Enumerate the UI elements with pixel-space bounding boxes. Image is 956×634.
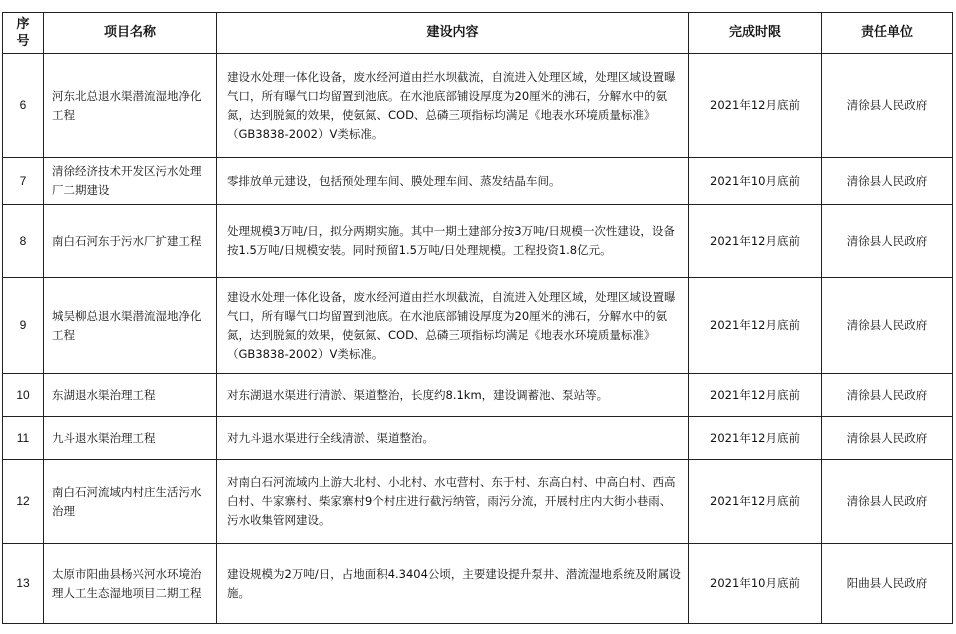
row-deadline: 2021年12月底前	[689, 205, 822, 278]
row-seq: 6	[3, 54, 44, 158]
row-unit: 阳曲县人民政府	[822, 544, 953, 624]
row-project-name: 九斗退水渠治理工程	[44, 417, 217, 460]
row-unit: 清徐县人民政府	[822, 158, 953, 205]
row-unit: 清徐县人民政府	[822, 205, 953, 278]
row-unit: 清徐县人民政府	[822, 54, 953, 158]
row-deadline: 2021年12月底前	[689, 374, 822, 417]
table-row	[3, 278, 953, 374]
row-project-name: 太原市阳曲县杨兴河水环境治理人工生态湿地项目二期工程	[44, 544, 217, 624]
document-page	[2, 12, 953, 624]
table-row	[3, 158, 953, 205]
row-unit: 清徐县人民政府	[822, 278, 953, 374]
row-content: 建设水处理一体化设备，废水经河道由拦水坝截流，自流进入处理区域，处理区域设置曝气口，所有曝气口均留置到池底。在水池底部铺设厚度为20厘米的沸石，分解水中的氨氮，达到脱氮的效果，使氨氮、COD、总磷三项指标均满足《地表水环境质量标准》（GB3838-2002）V类标准。	[217, 278, 689, 374]
row-deadline: 2021年10月底前	[689, 158, 822, 205]
header-name: 项目名称	[44, 13, 217, 54]
header-unit: 责任单位	[822, 13, 953, 54]
row-project-name: 南白石河流域内村庄生活污水治理	[44, 460, 217, 544]
row-seq: 7	[3, 158, 44, 205]
table-row	[3, 417, 953, 460]
row-content: 对南白石河流域内上游大北村、小北村、水屯营村、东于村、东高白村、中高白村、西高白村、牛家寨村、柴家寨村9个村庄进行截污纳管，雨污分流，开展村庄内大街小巷雨、污水收集管网建设。	[217, 460, 689, 544]
row-deadline: 2021年12月底前	[689, 278, 822, 374]
row-seq: 12	[3, 460, 44, 544]
row-seq: 9	[3, 278, 44, 374]
project-table	[2, 12, 953, 624]
row-project-name: 城吴柳总退水渠潜流湿地净化工程	[44, 278, 217, 374]
row-deadline: 2021年12月底前	[689, 417, 822, 460]
header-deadline: 完成时限	[689, 13, 822, 54]
row-content: 建设规模为2万吨/日，占地面积4.3404公顷，主要建设提升泵井、潜流湿地系统及附属设施。	[217, 544, 689, 624]
row-project-name: 清徐经济技术开发区污水处理厂二期建设	[44, 158, 217, 205]
row-unit: 清徐县人民政府	[822, 417, 953, 460]
row-project-name: 河东北总退水渠潜流湿地净化工程	[44, 54, 217, 158]
table-row	[3, 374, 953, 417]
table-row	[3, 205, 953, 278]
row-deadline: 2021年12月底前	[689, 460, 822, 544]
header-seq-label: 序号	[16, 17, 30, 49]
row-unit: 清徐县人民政府	[822, 460, 953, 544]
row-content: 建设水处理一体化设备，废水经河道由拦水坝截流，自流进入处理区域，处理区域设置曝气口，所有曝气口均留置到池底。在水池底部铺设厚度为20厘米的沸石，分解水中的氨氮，达到脱氮的效果，使氨氮、COD、总磷三项指标均满足《地表水环境质量标准》（GB3838-2002）V类标准。	[217, 54, 689, 158]
header-seq	[3, 13, 44, 54]
row-project-name: 南白石河东于污水厂扩建工程	[44, 205, 217, 278]
row-unit: 清徐县人民政府	[822, 374, 953, 417]
row-seq: 10	[3, 374, 44, 417]
table-row	[3, 544, 953, 624]
table-row	[3, 460, 953, 544]
header-content: 建设内容	[217, 13, 689, 54]
row-seq: 11	[3, 417, 44, 460]
row-seq: 13	[3, 544, 44, 624]
table-row	[3, 54, 953, 158]
row-project-name: 东湖退水渠治理工程	[44, 374, 217, 417]
row-content: 对九斗退水渠进行全线清淤、渠道整治。	[217, 417, 689, 460]
row-content: 处理规模3万吨/日，拟分两期实施。其中一期土建部分按3万吨/日规模一次性建设，设备按1.5万吨/日规模安装。同时预留1.5万吨/日处理规模。工程投资1.8亿元。	[217, 205, 689, 278]
table-header-row	[3, 13, 953, 54]
row-content: 对东湖退水渠进行清淤、渠道整治，长度约8.1km，建设调蓄池、泵站等。	[217, 374, 689, 417]
row-seq: 8	[3, 205, 44, 278]
row-deadline: 2021年12月底前	[689, 54, 822, 158]
row-deadline: 2021年10月底前	[689, 544, 822, 624]
row-content: 零排放单元建设，包括预处理车间、膜处理车间、蒸发结晶车间。	[217, 158, 689, 205]
